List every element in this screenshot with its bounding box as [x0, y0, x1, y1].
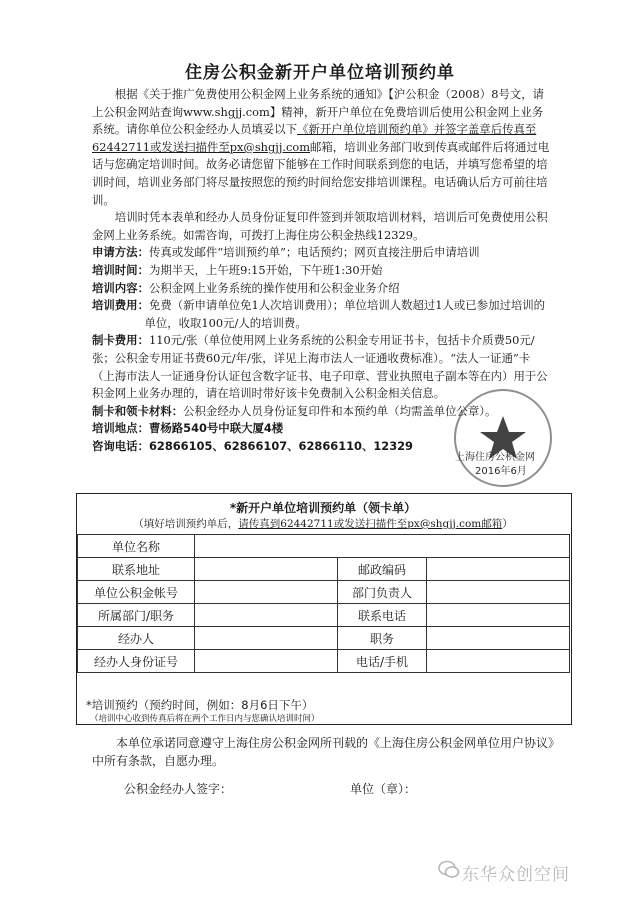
form-label: 部门负责人	[338, 581, 427, 604]
form-subtitle-end: ）	[502, 518, 513, 530]
agent-id-field[interactable]	[195, 650, 338, 673]
item-label: 培训内容：	[92, 280, 149, 295]
agent-mobile-field[interactable]	[427, 650, 570, 673]
intro-text: 根据《关于推广免费使用公积金网上业务系统的通知》【沪公积金（2008）8号文，请上公积金网站查询www.shgjj.com】精神，新开户单位在免费培训后使用公积金网上业务系统。请你单位公积金经办人员填妥以下	[92, 87, 545, 137]
form-label: 职务	[338, 627, 427, 650]
item-label: 申请方法：	[92, 245, 149, 260]
form-subtitle-text: （填好培训预约单后，	[133, 518, 239, 530]
item-label: 培训时间：	[92, 262, 149, 277]
item-training-content	[92, 280, 552, 298]
form-subtitle	[76, 516, 570, 531]
stamp-line: 上海住房公积金网	[455, 452, 535, 463]
form-row	[78, 535, 570, 558]
form-label: 联系电话	[338, 604, 427, 627]
item-label: 培训地点：	[92, 421, 149, 436]
appointment-time-label[interactable]: *培训预约（预约时间，例如：8月6日下午）	[86, 698, 314, 712]
item-apply-method	[92, 244, 552, 262]
fund-account-field[interactable]	[195, 581, 338, 604]
item-training-time	[92, 262, 552, 280]
item-text: 传真或发邮件“培训预约单”；电话预约；网页直接注册后申请培训	[148, 245, 480, 260]
contact-phone-field[interactable]	[427, 604, 570, 627]
wechat-icon	[438, 860, 460, 884]
department-head-field[interactable]	[427, 581, 570, 604]
item-text: 免费（新申请单位免1人次培训费用）；单位培训人数超过1人或已参加过培训的单位，收取100元/人的培训费。	[144, 298, 546, 330]
appointment-form-table	[77, 534, 570, 673]
form-label: 单位公积金帐号	[78, 581, 195, 604]
form-row	[78, 558, 570, 581]
item-label: 制卡费用：	[92, 333, 149, 348]
item-label: 制卡和领卡材料：	[92, 403, 184, 418]
agent-title-field[interactable]	[427, 627, 570, 650]
form-label: 联系地址	[78, 558, 195, 581]
form-row	[78, 581, 570, 604]
stamp-date: 2016年6月	[475, 466, 527, 477]
postcode-field[interactable]	[427, 558, 570, 581]
confirmation-note: （培训中心收到传真后将在两个工作日内与您确认培训时间）	[90, 714, 320, 724]
official-stamp	[425, 378, 575, 488]
item-text: 为期半天，上午班9:15开始，下午班1:30开始	[148, 262, 383, 277]
form-label: 所属部门/职务	[78, 604, 195, 627]
agent-field[interactable]	[195, 627, 338, 650]
wechat-icon-graphic	[438, 860, 460, 880]
intro-paragraph-1	[92, 86, 552, 209]
watermark-text: 东华众创空间	[462, 865, 570, 885]
form-row	[78, 604, 570, 627]
company-name-field[interactable]	[195, 535, 570, 558]
form-label: 邮政编码	[338, 558, 427, 581]
form-label: 经办人身份证号	[78, 650, 195, 673]
item-text: 62866105、62866107、62866110、12329	[148, 438, 413, 453]
item-label: 培训费用：	[92, 298, 149, 313]
page-title: 住房公积金新开户单位培训预约单	[185, 63, 455, 83]
item-training-fee	[92, 297, 552, 332]
form-row	[78, 650, 570, 673]
form-title: *新开户单位培训预约单（领卡单）	[229, 501, 417, 515]
form-label: 经办人	[78, 627, 195, 650]
commitment-statement: 本单位承诺同意遵守上海住房公积金网所刊载的《上海住房公积金网单位用户协议》中所有条款，自愿办理。	[92, 736, 561, 768]
item-text: 曹杨路540号中联大厦4楼	[148, 421, 284, 436]
form-label: 单位名称	[78, 535, 195, 558]
form-subtitle-underlined: 请传真到62442711或发送扫描件至px@shgjj.com邮箱	[238, 518, 503, 530]
form-row	[78, 627, 570, 650]
item-text: 公积金经办人员身份证复印件和本预约单（均需盖单位公章）。	[183, 403, 497, 418]
address-field[interactable]	[195, 558, 338, 581]
intro-text-cont: 邮箱，培训业务部门收到传真或邮件后将通过电话与您确定培训时间。故务必请您留下能够在工作时间联系到您的电话，并填写您希望的培训时间，培训业务部门将尽量按照您的预约时间给您安排培训课程。电话确认后方可前往培训。	[92, 139, 550, 207]
intro-underlined-text: 《新开户单位培训预约单》并签字盖章后传真至62442711或发送扫描件至px@shgjj.com	[92, 122, 537, 154]
agent-signature-label: 公积金经办人签字：	[124, 782, 233, 796]
unit-seal-label: 单位（章）：	[350, 782, 417, 796]
item-label: 咨询电话：	[92, 438, 149, 453]
item-text: 110元/张（单位使用网上业务系统的公积金专用证书卡，包括卡介质费50元/张；公积金专用证书费60元/年/张，详见上海市法人一证通收费标准）。“法人一证通”卡（上海市法人一证通身份认证包含数字证书、电子印章、营业执照电子副本等在内）用于公积金网上业务办理的，请在培训时带好该卡免费制入公积金相关信息。	[92, 333, 548, 401]
form-label: 电话/手机	[338, 650, 427, 673]
item-text: 公积金网上业务系统的操作使用和公积金业务介绍	[148, 280, 400, 295]
intro-paragraph-2: 培训时凭本表单和经办人员身份证复印件签到并领取培训材料，培训后可免费使用公积金网上业务系统。如需咨询，可拨打上海住房公积金热线12329。	[92, 210, 548, 242]
department-field[interactable]	[195, 604, 338, 627]
